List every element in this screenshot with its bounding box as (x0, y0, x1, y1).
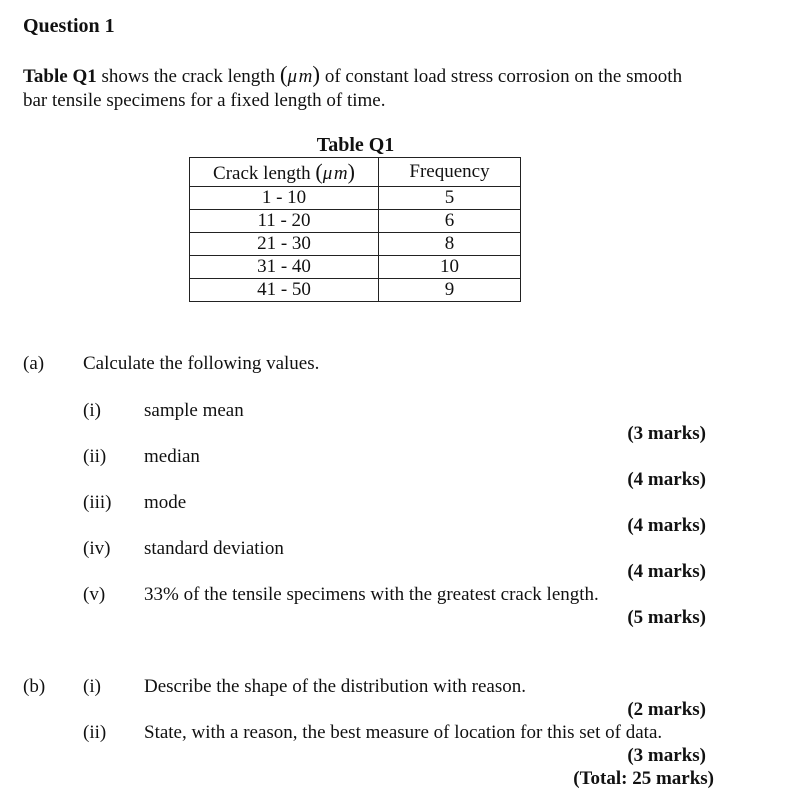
cell-range: 41 - 50 (190, 279, 379, 302)
total-marks: (Total: 25 marks) (573, 768, 714, 789)
table-caption: Table Q1 (316, 134, 395, 156)
cell-range: 31 - 40 (190, 256, 379, 279)
cell-range: 1 - 10 (190, 187, 379, 210)
intro-line-2: bar tensile specimens for a fixed length of time. (23, 90, 386, 111)
frequency-table (189, 157, 521, 302)
cell-frequency: 9 (379, 279, 521, 302)
item-text: sample mean (144, 400, 244, 421)
cell-range: 11 - 20 (190, 210, 379, 233)
table-row (190, 210, 521, 233)
item-number: (v) (83, 584, 106, 605)
intro-unit-m: m (298, 66, 313, 87)
intro-text-a: shows the crack length (96, 66, 280, 87)
table-header-row (190, 158, 521, 187)
part-b-label: (b) (23, 676, 46, 697)
part-a-label: (a) (23, 353, 45, 374)
intro-line-1: Table Q1 shows the crack length (μ m) of constant load stress corrosion on the smooth (23, 62, 683, 87)
item-number: (iii) (83, 492, 112, 513)
header-frequency: Frequency (379, 158, 521, 187)
item-marks: (4 marks) (627, 561, 706, 582)
item-text: median (144, 446, 200, 467)
header-unit-m: m (333, 163, 348, 184)
item-text: standard deviation (144, 538, 284, 559)
cell-frequency: 8 (379, 233, 521, 256)
header-crack-text: Crack length (213, 163, 316, 184)
header-crack-length: Crack length (μ m) (190, 158, 379, 187)
question-title: Question 1 (23, 15, 115, 37)
item-text: 33% of the tensile specimens with the greatest crack length. (144, 584, 599, 605)
item-marks: (5 marks) (627, 607, 706, 628)
item-number: (ii) (83, 446, 107, 467)
item-number: (ii) (83, 722, 107, 743)
part-a-instruction: Calculate the following values. (83, 353, 320, 374)
table-row (190, 279, 521, 302)
item-marks: (4 marks) (627, 469, 706, 490)
table-row (190, 233, 521, 256)
item-marks: (4 marks) (627, 515, 706, 536)
item-number: (i) (83, 676, 101, 697)
item-number: (i) (83, 400, 101, 421)
header-unit-mu: μ (322, 163, 333, 184)
intro-unit-mu: μ (287, 66, 298, 87)
cell-frequency: 10 (379, 256, 521, 279)
intro-text-b: of constant load stress corrosion on the smooth (320, 66, 683, 87)
table-row (190, 256, 521, 279)
intro-table-ref: Table Q1 (23, 66, 97, 87)
item-marks: (3 marks) (627, 423, 706, 444)
item-number: (iv) (83, 538, 111, 559)
cell-range: 21 - 30 (190, 233, 379, 256)
item-marks: (2 marks) (627, 699, 706, 720)
table-row (190, 187, 521, 210)
cell-frequency: 6 (379, 210, 521, 233)
item-text: Describe the shape of the distribution with reason. (144, 676, 527, 697)
item-marks: (3 marks) (627, 745, 706, 766)
item-text: mode (144, 492, 187, 513)
cell-frequency: 5 (379, 187, 521, 210)
item-text: State, with a reason, the best measure of location for this set of data. (144, 722, 663, 743)
